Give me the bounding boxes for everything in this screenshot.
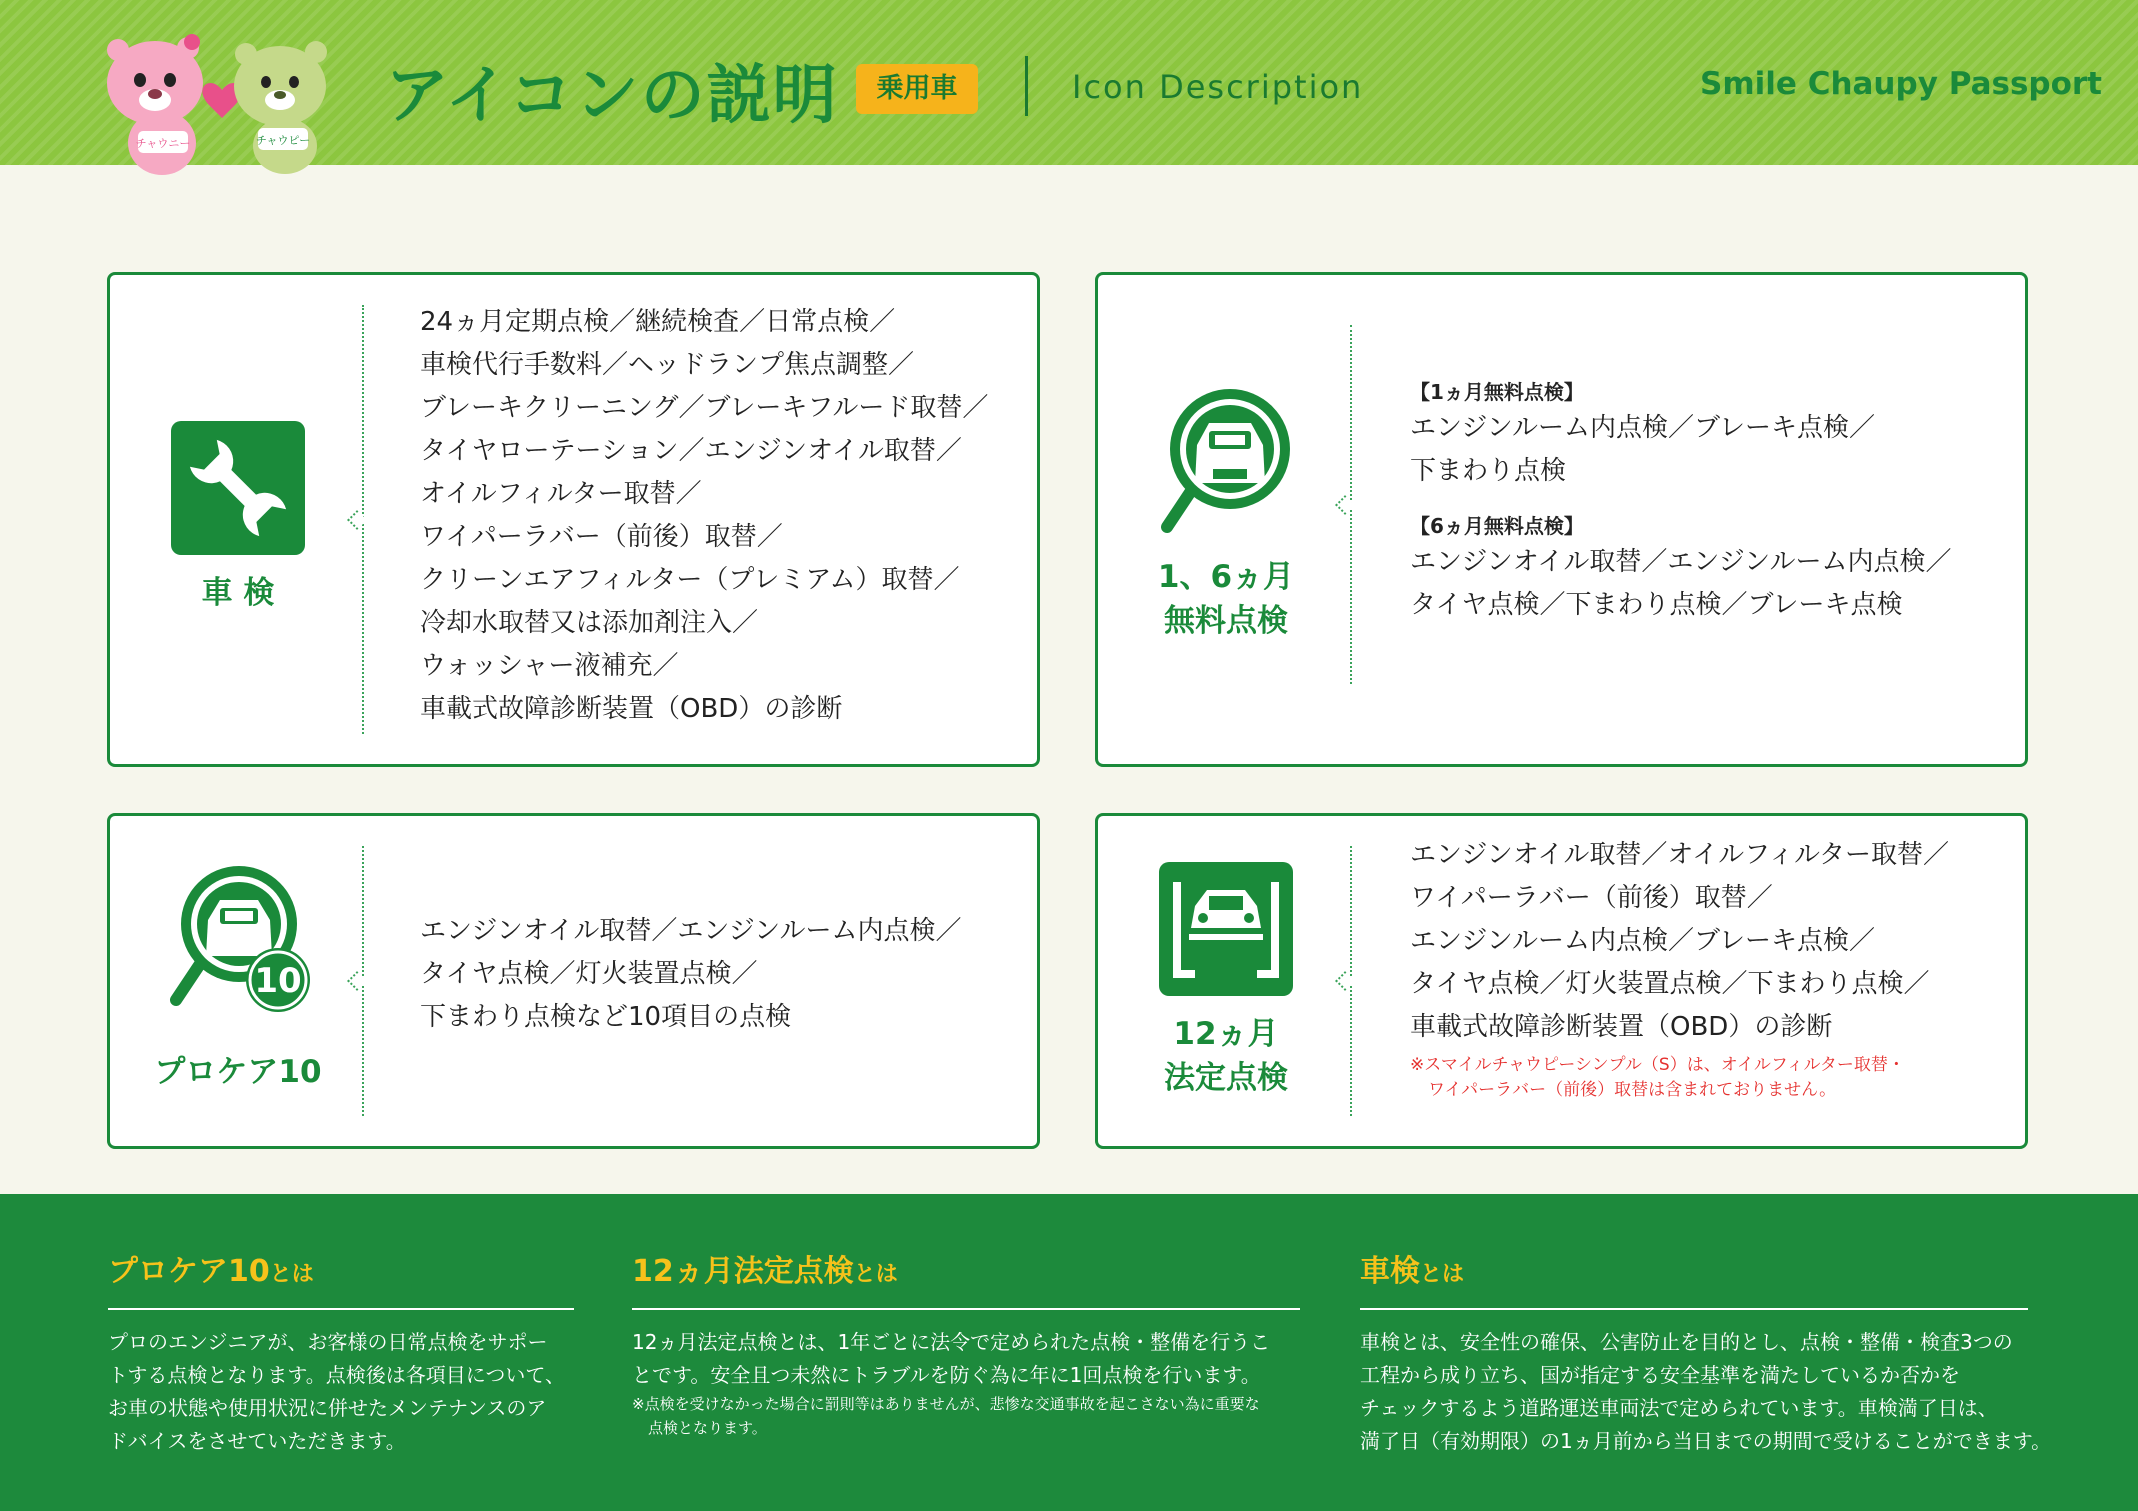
shaken-item: クリーンエアフィルター（プレミアム）取替／ — [420, 565, 960, 595]
legal12-item: エンジンルーム内点検／ブレーキ点検／ — [1410, 926, 1876, 956]
free-check-item: タイヤ点検／下まわり点検／ブレーキ点検 — [1410, 590, 1903, 620]
footer-text-line: 12ヵ月法定点検とは、1年ごとに法令で定められた点検・整備を行うこ — [632, 1330, 1271, 1354]
brand-logo: Smile Chaupy Passport — [1700, 66, 2103, 102]
footer-legal12-body — [632, 1326, 1300, 1392]
procare-items — [420, 910, 961, 1039]
footer-legal12-title — [632, 1246, 1300, 1310]
shaken-item: 冷却水取替又は添加剤注入／ — [420, 608, 759, 638]
legal12-item: エンジンオイル取替／オイルフィルター取替／ — [1410, 840, 1949, 870]
free-check-1month-title: 【1ヵ月無料点検】 — [1410, 380, 1584, 404]
procare-icon-number: 10 — [254, 961, 302, 1001]
footer-shaken-title-suffix: とは — [1420, 1262, 1465, 1287]
card-separator — [1350, 846, 1352, 1116]
footer-text-line: プロのエンジニアが、お客様の日常点検をサポー — [108, 1330, 548, 1354]
footer-legal12 — [632, 1246, 1300, 1440]
footer-legal12-title-suffix: とは — [853, 1262, 898, 1287]
footer-procare-title-suffix: とは — [269, 1262, 314, 1287]
legal12-label — [1126, 1012, 1326, 1100]
footer-text-line: ドバイスをさせていただきます。 — [108, 1429, 406, 1453]
car-magnifier-icon — [1155, 387, 1295, 537]
card-procare — [107, 813, 1040, 1149]
car-magnifier-10-icon — [162, 864, 322, 1014]
footer-shaken-body — [1360, 1326, 2052, 1458]
procare-item: タイヤ点検／灯火装置点検／ — [420, 959, 758, 989]
mascot-left-tag: チャウニー — [135, 137, 191, 150]
page-header — [0, 0, 2138, 165]
free-check-label — [1126, 555, 1326, 643]
legal12-label-line1: 12ヵ月 — [1173, 1016, 1279, 1052]
footer-text-line: お車の状態や使用状況に併せたメンテナンスのア — [108, 1396, 547, 1420]
shaken-item: オイルフィルター取替／ — [420, 479, 702, 509]
card-separator — [362, 846, 364, 1116]
footer-shaken-title — [1360, 1246, 2028, 1310]
procare-label: プロケア10 — [154, 1054, 322, 1090]
free-check-label-line2: 無料点検 — [1164, 603, 1288, 639]
shaken-item: ウォッシャー液補充／ — [420, 651, 679, 681]
free-check-items — [1410, 371, 1951, 627]
card-shaken — [107, 272, 1040, 767]
pink-bear-mascot — [107, 34, 203, 175]
legal12-items — [1410, 834, 1949, 1103]
footer-shaken-title-text: 車検 — [1360, 1254, 1420, 1289]
vehicle-type-badge: 乗用車 — [856, 64, 978, 114]
mascot-right-tag: チャウピー — [255, 134, 311, 147]
legal12-note: ※スマイルチャウピーシンプル（S）は、オイルフィルター取替・ — [1410, 1055, 1905, 1075]
shaken-item: 車載式故障診断装置（OBD）の診断 — [420, 694, 843, 724]
footer-procare-title — [108, 1246, 574, 1310]
shaken-label: 車 検 — [201, 575, 275, 611]
footer-text-line: 工程から成り立ち、国が指定する安全基準を満たしているか否かを — [1360, 1363, 1960, 1387]
free-check-6month-title: 【6ヵ月無料点検】 — [1410, 514, 1584, 538]
shaken-item: 24ヵ月定期点検／継続検査／日常点検／ — [420, 307, 896, 337]
card-separator — [362, 305, 364, 734]
legal12-item: タイヤ点検／灯火装置点検／下まわり点検／ — [1410, 969, 1930, 999]
green-bear-mascot — [234, 41, 327, 174]
footer-text-line: 車検とは、安全性の確保、公害防止を目的とし、点検・整備・検査3つの — [1360, 1330, 2013, 1354]
card-separator — [1350, 325, 1352, 684]
wrench-icon — [171, 421, 305, 555]
legal12-item: 車載式故障診断装置（OBD）の診断 — [1410, 1012, 1833, 1042]
free-check-item: エンジンオイル取替／エンジンルーム内点検／ — [1410, 547, 1952, 577]
footer-explanations — [0, 1194, 2138, 1511]
shaken-items — [420, 301, 988, 731]
free-check-item: エンジンルーム内点検／ブレーキ点検／ — [1410, 413, 1876, 443]
procare-item: エンジンオイル取替／エンジンルーム内点検／ — [420, 916, 962, 946]
car-lift-icon — [1159, 862, 1293, 996]
shaken-item: タイヤローテーション／エンジンオイル取替／ — [420, 436, 962, 466]
footer-procare-body — [108, 1326, 574, 1458]
header-divider — [1025, 56, 1028, 116]
footer-note-line: 点検となります。 — [648, 1419, 767, 1437]
card-free-check — [1095, 272, 2028, 767]
footer-text-line: チェックするよう道路運送車両法で定められています。車検満了日は、 — [1360, 1396, 1998, 1420]
footer-legal12-title-text: 12ヵ月法定点検 — [632, 1254, 854, 1289]
footer-text-line: トする点検となります。点検後は各項目について、 — [108, 1363, 565, 1387]
mascot-illustration — [100, 28, 350, 178]
shaken-item: ブレーキクリーニング／ブレーキフルード取替／ — [420, 393, 989, 423]
shaken-item: ワイパーラバー（前後）取替／ — [420, 522, 783, 552]
free-check-label-line1: 1、6ヵ月 — [1157, 559, 1295, 595]
legal12-item: ワイパーラバー（前後）取替／ — [1410, 883, 1773, 913]
footer-procare — [108, 1246, 574, 1458]
page-subtitle: Icon Description — [1072, 68, 1364, 106]
footer-shaken — [1360, 1246, 2052, 1458]
page-title: アイコンの説明 — [385, 59, 839, 133]
footer-note-line: ※点検を受けなかった場合に罰則等はありませんが、悲惨な交通事故を起こさない為に重要な — [632, 1395, 1260, 1413]
legal12-note: ワイパーラバー（前後）取替は含まれておりません。 — [1428, 1080, 1837, 1100]
footer-text-line: 満了日（有効期限）の1ヵ月前から当日までの期間で受けることができます。 — [1360, 1429, 2052, 1453]
free-check-item: 下まわり点検 — [1410, 456, 1567, 486]
footer-legal12-note — [632, 1392, 1300, 1440]
footer-text-line: とです。安全且つ未然にトラブルを防ぐ為に年に1回点検を行います。 — [632, 1363, 1261, 1387]
legal12-label-line2: 法定点検 — [1164, 1060, 1288, 1096]
procare-item: 下まわり点検など10項目の点検 — [420, 1002, 792, 1032]
shaken-item: 車検代行手数料／ヘッドランプ焦点調整／ — [420, 350, 915, 380]
card-legal12 — [1095, 813, 2028, 1149]
footer-procare-title-text: プロケア10 — [108, 1254, 270, 1289]
